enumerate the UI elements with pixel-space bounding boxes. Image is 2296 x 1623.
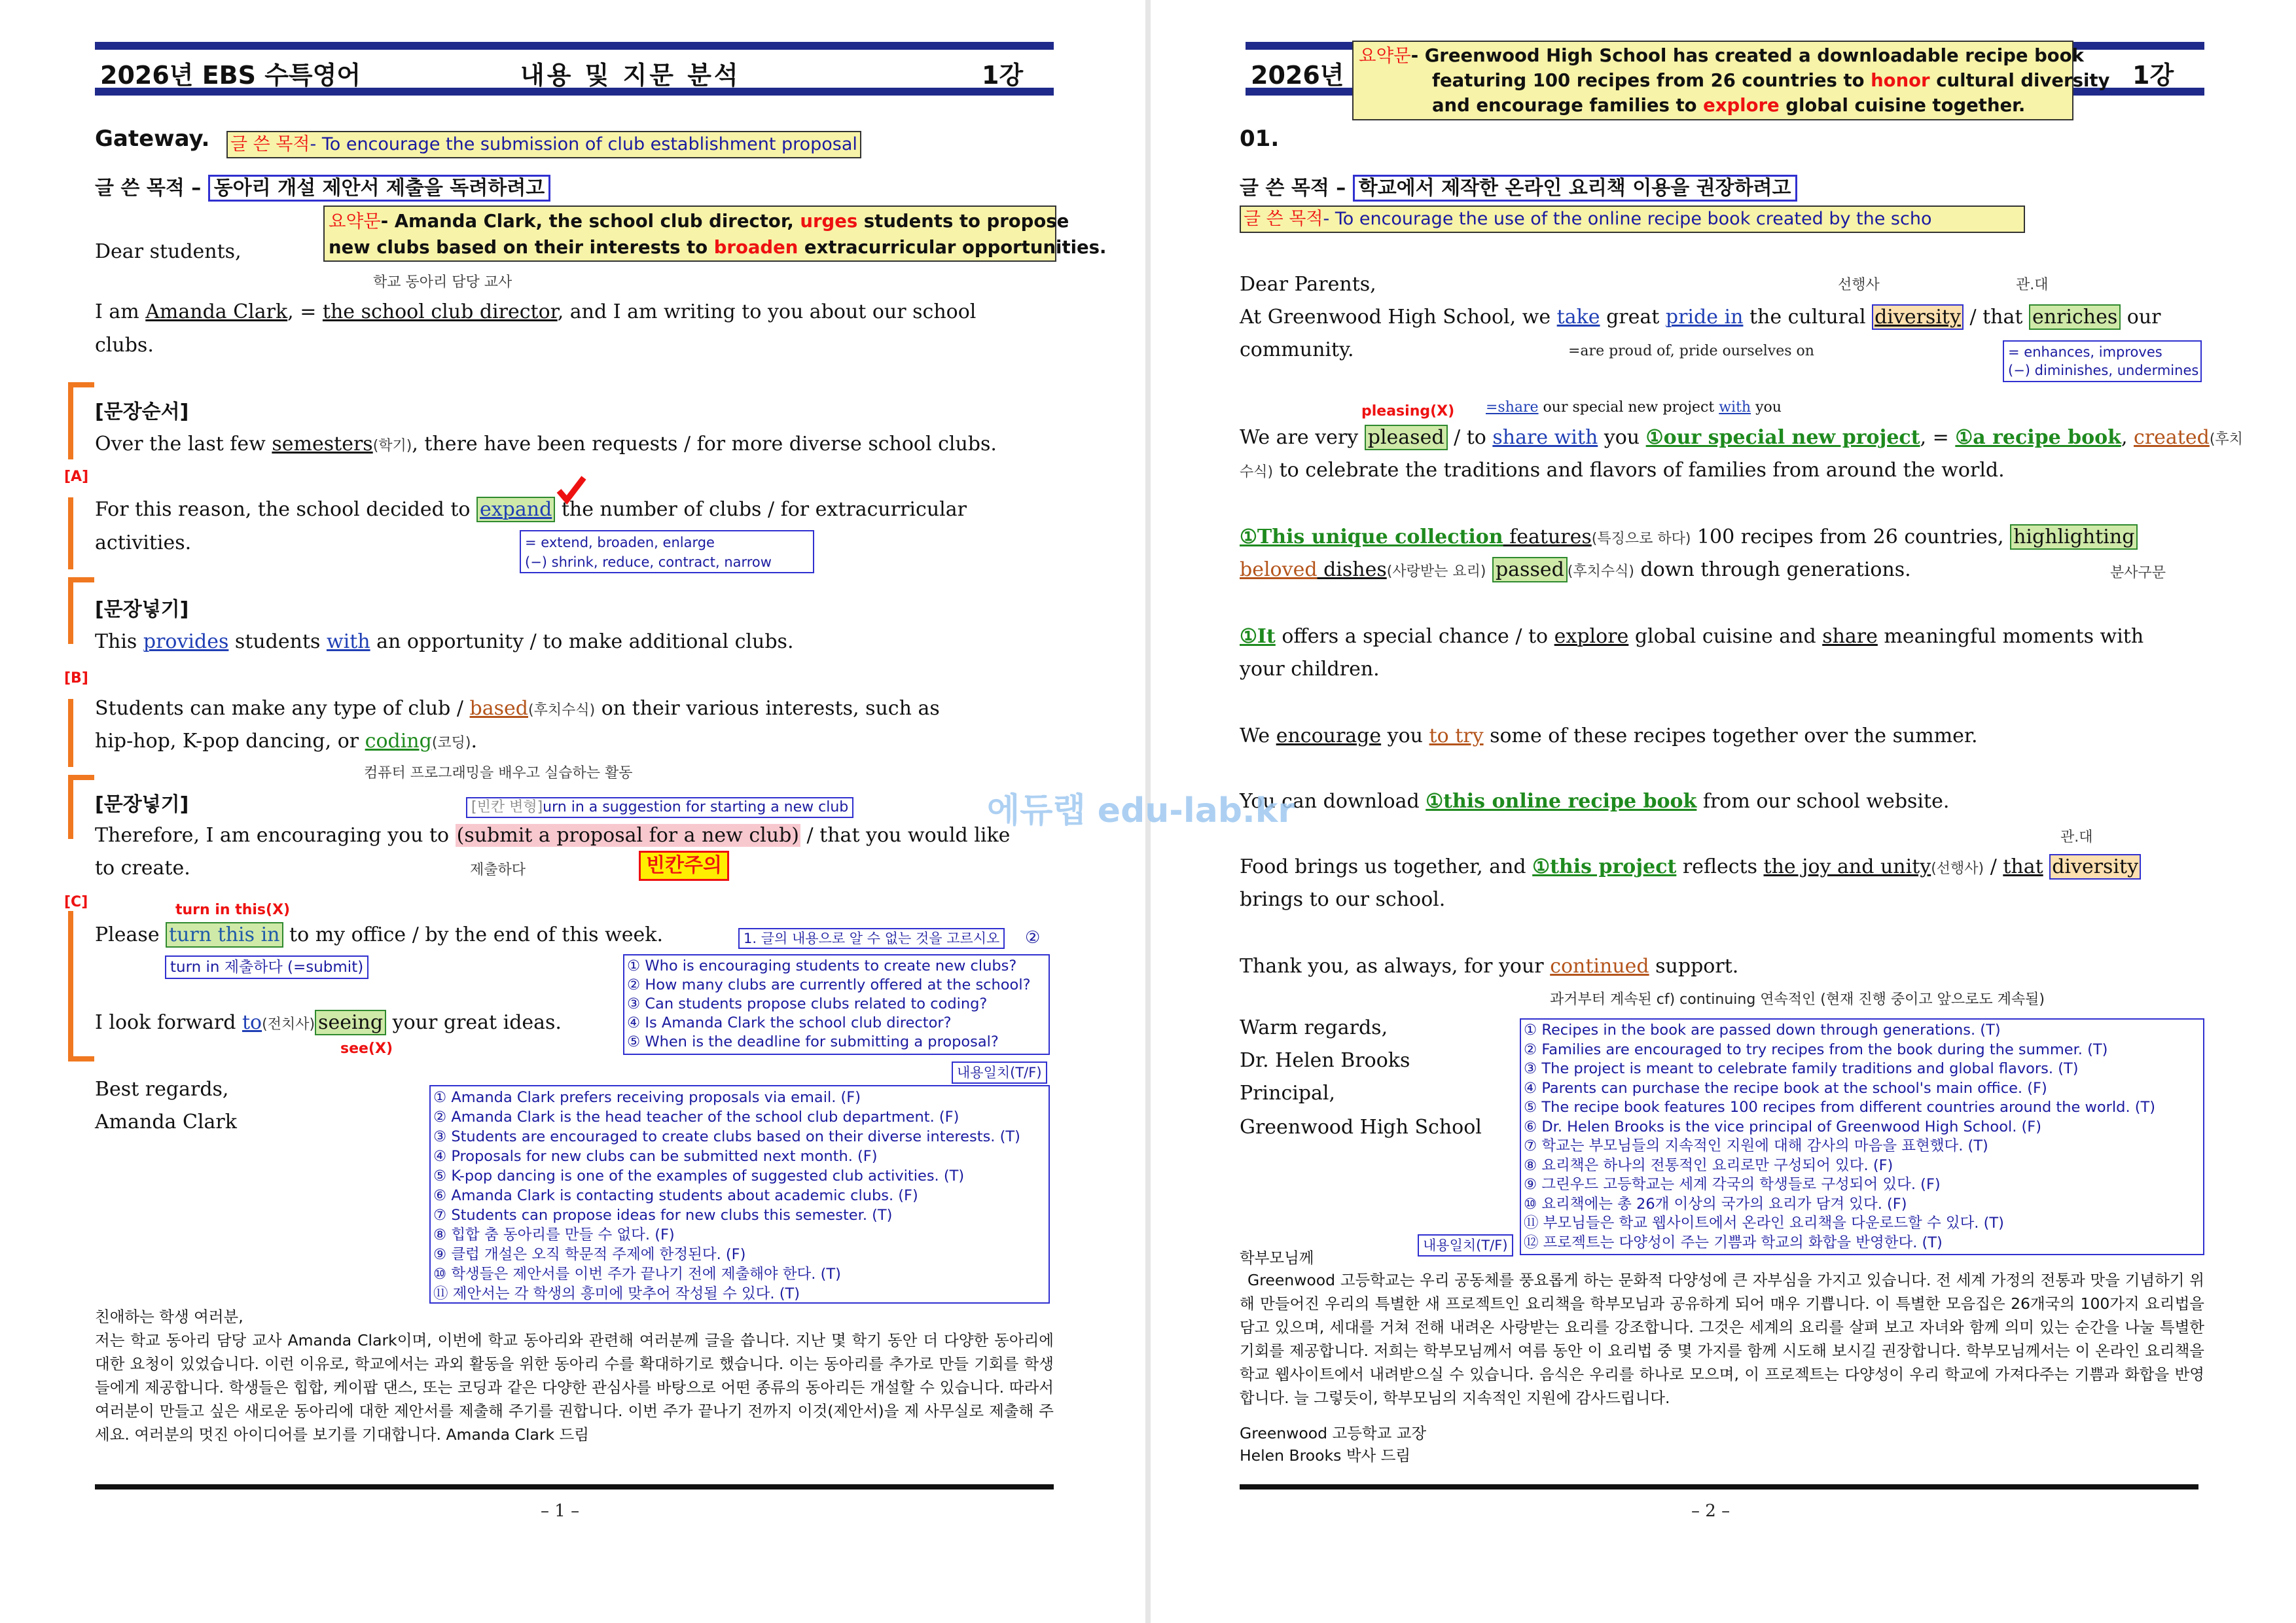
closing-4: Greenwood High School <box>1240 1116 1482 1139</box>
sentence-2 <box>95 493 967 526</box>
p1-take: take <box>1556 306 1600 329</box>
header-title: 2026년 EBS 수특영어 <box>100 61 361 90</box>
page-right <box>1151 0 2296 1623</box>
purpose-kr <box>1240 171 1797 200</box>
summary-label: 요약문 <box>1359 45 1411 66</box>
p6-book: ①this online recipe book <box>1426 790 1697 813</box>
s3-text-a: This <box>95 630 143 653</box>
s4-text-d: . <box>471 730 478 753</box>
p4-text-b: offers a special chance / to <box>1275 625 1554 648</box>
translation-body: Greenwood 고등학교는 우리 공동체를 풍요롭게 하는 문화적 다양성에 큰 자부심을 가지고 있습니다. 전 세계 가정의 전통과 맛을 기념하기 위해 만들어진 우리의 특별한 새 프로젝트인 요리책을 학부모님과 공유하게 되어 매우 기쁩니다. 이 특별한 모음집은 26개국의 100가지 요리법을 담고 있으며, 세대를 거쳐 전해 내려온 사랑받는 요리를 강조합니다. 그것은 세계의 요리를 살펴 보고 자녀와 함께 의미 있는 순간을 나눌 특별한 기회를 제공합니다. 저희는 학부모님께서 여름 동안 이 요리법 중 몇 가지를 함께 시도해 보시길 권장합니다. 학부모님께서는 이 온라인 요리책을 학교 웹사이트에서 내려받으실 수 있습니다. 음식은 우리를 하나로 모으며, 이 프로젝트는 다양성이 우리 학교에 가져다주는 기쁨과 화합을 반영합니다. 늘 그렇듯이, 학부모님의 지속적인 지원에 감사드립니다. <box>1240 1271 2204 1407</box>
p2-created-kr: (후치 <box>2209 431 2243 448</box>
tf-item: ⑨ 그린우드 고등학교는 세계 각국의 학생들로 구성되어 있다. (F) <box>1524 1176 1941 1193</box>
footer-rule <box>95 1484 1054 1489</box>
question-title: 1. 글의 내용으로 알 수 없는 것을 고르시오 <box>738 928 1005 949</box>
syn-expand-2: (−) shrink, reduce, contract, narrow <box>525 554 772 570</box>
s1-semesters-kr: (학기) <box>372 438 412 454</box>
s3-text-c: an opportunity / to make additional clubs. <box>370 630 794 653</box>
tf-item: ⑪ 제안서는 각 학생의 흥미에 맞추어 작성될 수 있다. (T) <box>433 1285 800 1302</box>
s4-text-b: on their various interests, such as <box>595 697 940 720</box>
tf-list <box>1520 1018 2204 1255</box>
page-left <box>0 0 1145 1623</box>
tf-item: ① Amanda Clark prefers receiving proposals via email. (F) <box>433 1089 861 1106</box>
intro-text-2: , = <box>287 300 323 323</box>
note-share-word: =share <box>1486 399 1539 416</box>
header-lesson: 1강 <box>982 61 1024 90</box>
s3-text-b: students <box>228 630 327 653</box>
p2-project: ①our special new project <box>1645 426 1920 449</box>
tf-item: ② Families are encouraged to try recipes from the book during the summer. (T) <box>1524 1041 2108 1058</box>
s7-text-b: your great ideas. <box>386 1011 562 1034</box>
p8-continued: continued <box>1550 955 1649 978</box>
tf-item: ② Amanda Clark is the head teacher of the school club department. (F) <box>433 1109 960 1126</box>
p3-passed-kr: (후치수식) <box>1567 563 1634 580</box>
s7-text-a: I look forward <box>95 1011 242 1034</box>
tf-list <box>429 1085 1050 1304</box>
para-3-cont <box>1240 554 1911 588</box>
watermark: 에듀랩 edu-lab.kr <box>987 791 1295 830</box>
closing-1: Best regards, <box>95 1078 229 1101</box>
s1-semesters: semesters <box>272 433 373 455</box>
p5-text-c: some of these recipes together over the summer. <box>1483 724 1978 747</box>
tf-item: ④ Parents can purchase the recipe book at the school's main office. (F) <box>1524 1079 2047 1097</box>
label-insert-2: [문장넣기] <box>95 793 189 816</box>
closing-1: Warm regards, <box>1240 1016 1388 1039</box>
s6-text-a: Please <box>95 923 166 946</box>
syn-enrich <box>2003 340 2202 382</box>
s7-seeing: seeing <box>315 1010 386 1035</box>
purpose-kr <box>95 171 550 200</box>
p2-text-f: 수식) <box>1240 464 1274 480</box>
sentence-1 <box>95 428 997 463</box>
purpose-kr-text: 동아리 개설 제안서 제출을 독려하려고 <box>208 175 550 202</box>
para-3 <box>1240 521 2138 556</box>
s5-text-a: Therefore, I am encouraging you to <box>95 824 456 847</box>
bracket-line <box>68 911 73 1061</box>
p4-it: ①It <box>1240 625 1276 648</box>
translation-sign-1: Greenwood 고등학교 교장 <box>1240 1424 1427 1442</box>
tf-item: ⑪ 부모님들은 학교 웹사이트에서 온라인 요리책을 다운로드할 수 있다. (T) <box>1524 1215 2004 1232</box>
summary-box <box>1352 41 2110 120</box>
p1-text-b: great <box>1600 306 1666 329</box>
marker-b: [B] <box>64 670 88 687</box>
marker-c: [C] <box>64 894 88 910</box>
p2-book: ①a recipe book <box>1955 426 2121 449</box>
p3-dishes-kr: (사랑받는 요리) <box>1386 563 1486 580</box>
summary-text-4: extracurricular opportunities. <box>798 237 1107 258</box>
purpose-en-label: 글 쓴 목적 <box>1244 209 1323 229</box>
s1-text-b: , there have been requests / for more diverse school clubs. <box>412 433 997 455</box>
s7-to-kr: (전치사) <box>262 1016 315 1033</box>
para-4-cont: your children. <box>1240 658 1380 681</box>
tf-item: ⑤ The recipe book features 100 recipes from different countries around the world. (T) <box>1524 1099 2156 1116</box>
note-antecedent: 선행사 <box>1838 277 1880 293</box>
closing-2: Amanda Clark <box>95 1111 237 1133</box>
note-share-text: our special new project <box>1538 399 1719 416</box>
tf-item: ⑦ 학교는 부모님들의 지속적인 지원에 대해 감사의 마음을 표현했다. (T) <box>1524 1137 1988 1154</box>
s7-to: to <box>242 1011 262 1034</box>
purpose-en-label: 글 쓴 목적 <box>230 134 310 154</box>
purpose-kr-prefix: 글 쓴 목적 – <box>1240 177 1346 200</box>
note-submit: 제출하다 <box>470 862 526 878</box>
wrong-pleasing: pleasing(X) <box>1361 403 1455 419</box>
s6-text-b: to my office / by the end of this week. <box>283 923 664 946</box>
sentence-5-cont: to create. <box>95 857 190 880</box>
note-rel: 관.대 <box>2016 277 2049 293</box>
tf-item: ⑥ Amanda Clark is contacting students about academic clubs. (F) <box>433 1187 918 1204</box>
p7-joy: the joy and unity <box>1763 855 1931 878</box>
p7-text-c: / <box>1984 855 2003 878</box>
p1-pride: pride in <box>1665 306 1744 329</box>
sentence-3 <box>95 626 793 658</box>
p2-text-g: to celebrate the traditions and flavors of families from around the world. <box>1273 459 2005 482</box>
header-year: 2026년 <box>1251 61 1344 90</box>
para-6 <box>1240 785 1949 818</box>
greeting: Dear Parents, <box>1240 273 1376 296</box>
syn-expand-1: = extend, broaden, enlarge <box>525 535 715 550</box>
p3-highlighting: highlighting <box>2010 524 2138 550</box>
question-answer: ② <box>1025 928 1041 948</box>
s4-based-kr: (후치수식) <box>528 702 596 719</box>
section-title: Gateway. <box>95 126 210 152</box>
summary-text-4: and encourage families to <box>1432 95 1704 116</box>
wrong-turn: turn in this(X) <box>175 902 291 918</box>
section-title: 01. <box>1240 126 1280 152</box>
question-list <box>623 954 1050 1055</box>
note-coding: 컴퓨터 프로그래밍을 배우고 실습하는 활동 <box>364 765 633 781</box>
s4-coding-kr: (코딩) <box>431 735 471 751</box>
header-subtitle: 내용 및 지문 분석 <box>520 61 741 90</box>
bracket-line <box>68 580 73 644</box>
p3-passed: passed <box>1492 557 1568 582</box>
translation-head: 학부모님께 <box>1240 1249 1314 1267</box>
tf-item: ④ Proposals for new clubs can be submitted next month. (F) <box>433 1148 878 1165</box>
tf-item: ⑩ 요리책에는 총 26개 이상의 국가의 요리가 담겨 있다. (F) <box>1524 1195 1907 1213</box>
p1-text-c: the cultural <box>1743 306 1873 329</box>
p7-project: ①this project <box>1532 855 1677 878</box>
para-1-cont: community. <box>1240 338 1354 361</box>
p5-text-b: you <box>1381 724 1429 747</box>
purpose-en-text: - To encourage the submission of club establishment proposal <box>310 134 857 154</box>
p6-text-b: from our school website. <box>1696 790 1950 813</box>
note-share-with: with <box>1719 399 1751 416</box>
s2-text-a: For this reason, the school decided to <box>95 498 476 521</box>
summary-explore: explore <box>1703 95 1780 116</box>
p2-created: created <box>2134 426 2210 449</box>
turn-note: turn in 제출하다 (=submit) <box>165 955 368 979</box>
sentence-6 <box>95 919 663 952</box>
p3-collection: ①This unique collection <box>1240 526 1503 548</box>
p3-features-kr: (특징으로 하다) <box>1591 531 1691 547</box>
summary-honor: honor <box>1871 70 1930 91</box>
blank-variant-box <box>466 797 853 818</box>
bracket-line <box>68 776 73 839</box>
translation-head: 친애하는 학생 여러분, <box>95 1308 243 1326</box>
s2-expand: expand <box>476 497 555 522</box>
tf-item: ⑫ 프로젝트는 다양성이 주는 기쁨과 학교의 화합을 반영한다. (T) <box>1524 1234 1943 1251</box>
bracket-tick <box>68 1056 94 1061</box>
note-proud: =are proud of, pride ourselves on <box>1568 343 1814 359</box>
para-8 <box>1240 950 1738 983</box>
purpose-kr-text: 학교에서 제작한 온라인 요리책 이용을 권장하려고 <box>1353 175 1797 202</box>
tf-item: ⑨ 클럽 개설은 오직 학문적 주제에 한정된다. (F) <box>433 1246 746 1263</box>
page-number: – 1 – <box>541 1501 580 1521</box>
p3-text-f: down through generations. <box>1634 558 1911 581</box>
s4-coding: coding <box>365 730 432 753</box>
para-7-cont: brings to our school. <box>1240 888 1446 911</box>
para-1 <box>1240 301 2161 334</box>
p2-pleased: pleased <box>1365 425 1448 450</box>
sentence-5 <box>95 819 1010 852</box>
summary-urges: urges <box>800 211 858 232</box>
p5-text-a: We <box>1240 724 1276 747</box>
summary-broaden: broaden <box>713 237 798 258</box>
p2-text-d: , = <box>1920 426 1956 449</box>
p5-try: to try <box>1429 724 1484 747</box>
translation-sign-2: Helen Brooks 박사 드림 <box>1240 1446 1411 1465</box>
s1-text-a: Over the last few <box>95 433 272 455</box>
question-item: ⑤ When is the deadline for submitting a proposal? <box>627 1033 999 1050</box>
p4-share: share <box>1822 625 1878 648</box>
bracket-line <box>68 497 73 569</box>
p8-text-b: support. <box>1649 955 1739 978</box>
para-2 <box>1240 421 2243 456</box>
page-number: – 2 – <box>1691 1501 1731 1521</box>
para-4 <box>1240 620 2144 653</box>
p4-explore: explore <box>1554 625 1629 648</box>
label-insert-1: [문장넣기] <box>95 598 189 621</box>
sentence-4 <box>95 692 940 727</box>
note-continued: 과거부터 계속된 cf) continuing 연속적인 (현재 진행 중이고 앞으로도 계속될) <box>1550 991 2045 1008</box>
s4-based: based <box>469 697 528 720</box>
note-share-text-c: you <box>1751 399 1782 416</box>
summary-text-2: students to propose <box>857 211 1069 232</box>
s3-with: with <box>326 630 370 653</box>
blank-tag: [빈칸 변형] <box>471 799 543 815</box>
intro-line-1 <box>95 296 976 329</box>
bracket-line <box>68 699 73 767</box>
s4-text-c: hip-hop, K-pop dancing, or <box>95 730 365 753</box>
tf-item: ⑥ Dr. Helen Brooks is the vice principal of Greenwood High School. (F) <box>1524 1118 2042 1135</box>
para-2-cont <box>1240 454 2005 489</box>
question-item: ② How many clubs are currently offered at the school? <box>627 976 1031 993</box>
footer-rule <box>1240 1484 2198 1489</box>
s5-text-b: / that you would like <box>800 824 1011 847</box>
closing-2: Dr. Helen Brooks <box>1240 1049 1410 1072</box>
p7-text-a: Food brings us together, and <box>1240 855 1533 878</box>
tf-item: ⑦ Students can propose ideas for new clubs this semester. (T) <box>433 1207 893 1224</box>
p8-text-a: Thank you, as always, for your <box>1240 955 1551 978</box>
p1-text-d: / that <box>1963 306 2029 329</box>
p5-encourage: encourage <box>1276 724 1382 747</box>
p7-text-b: reflects <box>1676 855 1764 878</box>
blank-warning-badge: 빈칸주의 <box>639 851 729 881</box>
tf-item: ① Recipes in the book are passed down through generations. (T) <box>1524 1022 2001 1039</box>
syn-expand <box>520 530 814 573</box>
bracket-line <box>68 382 73 459</box>
summary-text-3: cultural diversity <box>1929 70 2110 91</box>
p2-text-c: you <box>1598 426 1646 449</box>
purpose-kr-prefix: 글 쓴 목적 – <box>95 177 202 200</box>
note-participle: 분사구문 <box>2110 565 2166 581</box>
p2-text-b: / to <box>1447 426 1493 449</box>
intro-text-3: , and I am writing to you about our school <box>557 300 977 323</box>
para-7 <box>1240 851 2141 885</box>
syn-enrich-1: = enhances, improves <box>2008 344 2162 360</box>
purpose-en-box <box>1240 205 2025 233</box>
p2-share: share with <box>1492 426 1598 449</box>
p2-text-e: , <box>2121 426 2134 449</box>
tf-item: ⑤ K-pop dancing is one of the examples of suggested club activities. (T) <box>433 1168 965 1185</box>
marker-a: [A] <box>64 469 89 485</box>
s3-provides: provides <box>143 630 229 653</box>
intro-text-1: I am <box>95 300 146 323</box>
tf-item: ⑧ 힙합 춤 동아리를 만들 수 없다. (F) <box>433 1226 675 1243</box>
summary-text-5: global cuisine together. <box>1779 95 2026 116</box>
s2-text-b: the number of clubs / for extracurricular <box>555 498 967 521</box>
sentence-4-cont <box>95 725 477 760</box>
tf-item: ③ Students are encouraged to create clubs based on their diverse interests. (T) <box>433 1128 1020 1145</box>
note-share <box>1486 399 1782 416</box>
intro-name: Amanda Clark <box>145 300 288 323</box>
s4-text-a: Students can make any type of club / <box>95 697 470 720</box>
summary-text-1: - Amanda Clark, the school club director, <box>380 211 800 232</box>
purpose-en-box <box>226 131 861 158</box>
label-order: [문장순서] <box>95 401 189 423</box>
tf-item: ⑩ 학생들은 제안서를 이번 주가 끝나기 전에 제출해야 한다. (T) <box>433 1266 841 1283</box>
s5-submit: (submit a proposal for a new club) <box>456 824 799 847</box>
p3-text-c: 100 recipes from 26 countries, <box>1691 526 2011 548</box>
intro-line-2: clubs. <box>95 334 154 357</box>
summary-text-3: new clubs based on their interests to <box>329 237 714 258</box>
closing-3: Principal, <box>1240 1082 1336 1105</box>
p1-enriches: enriches <box>2029 304 2121 330</box>
summary-label: 요약문 <box>329 211 381 232</box>
translation-body: 저는 학교 동아리 담당 교사 Amanda Clark이며, 이번에 학교 동아리와 관련해 여러분께 글을 씁니다. 지난 몇 학기 동안 더 다양한 동아리에 대한 요청이 있었습니다. 이런 이유로, 학교에서는 과외 활동을 위한 동아리 수를 확대하기로 했습니다. 이는 동아리를 추가로 만들 기회를 학생들에게 제공합니다. 학생들은 힙합, 케이팝 댄스, 또는 코딩과 같은 다양한 관심사를 바탕으로 어떤 종류의 동아리든 개설할 수 있습니다. 따라서 여러분이 만들고 싶은 새로운 동아리에 대한 제안서를 제출해 주기를 권합니다. 이번 주가 끝나기 전까지 이것(제안서)을 제 사무실로 제출해 주세요. 여러분의 멋진 아이디어를 보기를 기대합니다. Amanda Clark 드림 <box>95 1331 1054 1444</box>
header-lesson: 1강 <box>2132 61 2174 90</box>
syn-enrich-2: (−) diminishes, undermines <box>2008 363 2199 378</box>
tf-tag: 내용일치(T/F) <box>1418 1234 1513 1257</box>
tf-item: ⑧ 요리책은 하나의 전통적인 요리로만 구성되어 있다. (F) <box>1524 1156 1893 1174</box>
question-item: ③ Can students propose clubs related to coding? <box>627 995 988 1012</box>
p6-text-a: You can download <box>1240 790 1426 813</box>
question-item: ④ Is Amanda Clark the school club director? <box>627 1014 952 1031</box>
s6-turn: turn this in <box>166 922 283 948</box>
p4-text-d: meaningful moments with <box>1877 625 2144 648</box>
sentence-2-cont: activities. <box>95 531 192 554</box>
p1-diversity: diversity <box>1872 304 1964 330</box>
tf-item: ③ The project is meant to celebrate family traditions and global flavors. (T) <box>1524 1060 2079 1077</box>
note-rel-2: 관.대 <box>2060 829 2093 846</box>
purpose-en-text: - To encourage the use of the online recipe book created by the scho <box>1323 209 1932 229</box>
p7-diversity: diversity <box>2049 854 2141 880</box>
tf-tag: 내용일치(T/F) <box>952 1061 1047 1084</box>
summary-text-2: featuring 100 recipes from 26 countries to <box>1432 70 1871 91</box>
p1-text-a: At Greenwood High School, we <box>1240 306 1557 329</box>
para-5 <box>1240 720 1978 753</box>
p7-that: that <box>2003 855 2043 878</box>
question-item: ① Who is encouraging students to create new clubs? <box>627 957 1017 974</box>
p3-features: features <box>1503 526 1592 548</box>
p3-dishes: dishes <box>1317 558 1387 581</box>
note-director: 학교 동아리 담당 교사 <box>373 274 512 291</box>
p1-text-e: our <box>2121 306 2161 329</box>
p7-joy-kr: (선행사) <box>1931 861 1984 877</box>
p2-text-a: We are very <box>1240 426 1365 449</box>
bracket-tick <box>68 382 94 387</box>
summary-box <box>323 205 1107 262</box>
summary-text-1: - Greenwood High School has created a downloadable recipe book <box>1410 45 2084 66</box>
wrong-see: see(X) <box>340 1041 393 1057</box>
greeting: Dear students, <box>95 240 242 263</box>
intro-director: the school club director <box>322 300 558 323</box>
sentence-7 <box>95 1007 562 1041</box>
blank-text: urn in a suggestion for starting a new club <box>543 799 849 815</box>
header-bar <box>95 42 1054 96</box>
p3-beloved: beloved <box>1240 558 1318 581</box>
p4-text-c: global cuisine and <box>1628 625 1823 648</box>
